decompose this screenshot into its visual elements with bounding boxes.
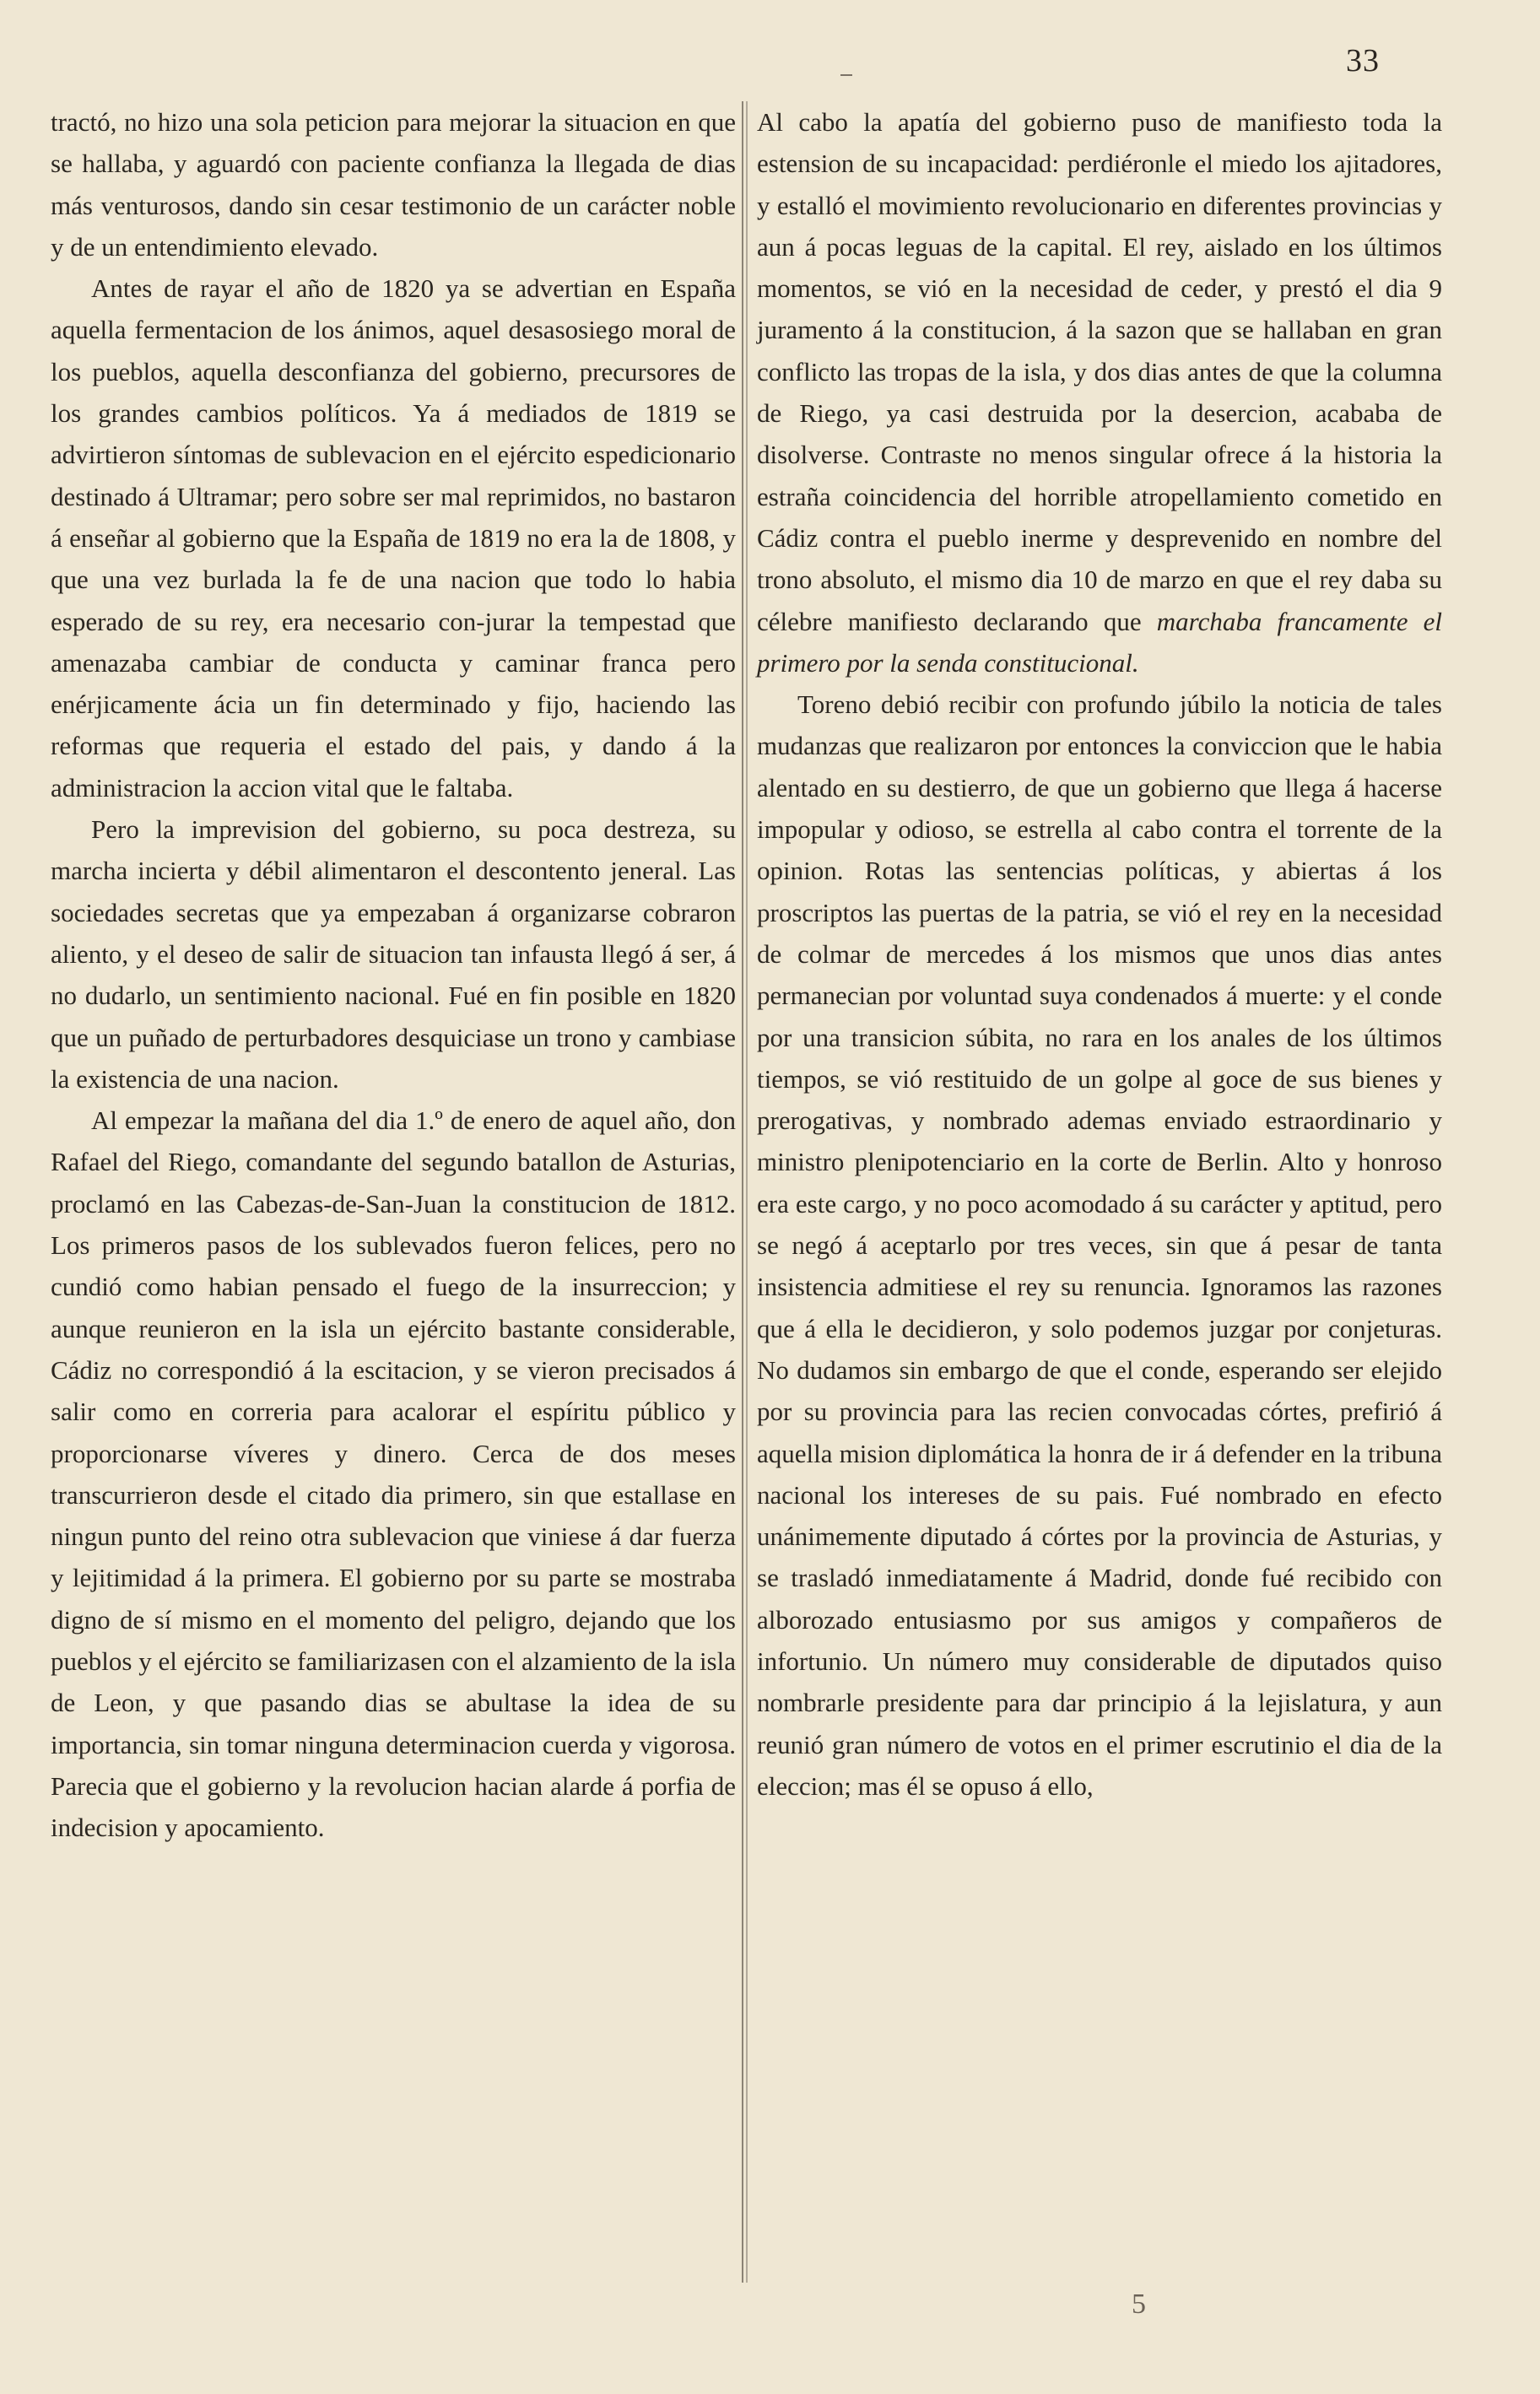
page-number: 33: [1346, 43, 1380, 78]
left-paragraph-1: tractó, no hizo una sola peticion para mejorar la situacion en que se hallaba, y aguardó con paciente confianza la llegada de dias más venturosos, dando sin cesar testimonio de un carácter noble y de un entendimiento elevado.: [51, 107, 736, 262]
right-paragraph-1-italic: marchaba francamente el primero por la senda constitucional.: [757, 606, 1443, 678]
right-column: [757, 101, 1442, 1807]
right-paragraph-1: [757, 101, 1442, 684]
right-paragraph-1-text: Al cabo la apatía del gobierno puso de manifiesto toda la estension de su incapacidad: perdiéronle el miedo los ajitadores, y estalló el movimiento revolucionario en diferentes provincias y aun á pocas leguas de la capital. El rey, aislado en los últimos momentos, se vió en la necesidad de ceder, y prestó el dia 9 juramento á la constitucion, á la sazon que se hallaban en gran conflicto las tropas de la isla, y dos dias antes de que la columna de Riego, ya casi destruida por la desercion, acababa de disolverse. Contraste no menos singular ofrece á la historia la estraña coincidencia del horrible atropellamiento cometido en Cádiz contra el pueblo inerme y desprevenido en nombre del trono absoluto, el mismo dia 10 de marzo en que el rey daba su célebre manifiesto declarando que: [757, 107, 1442, 636]
left-paragraph-2: Antes de rayar el año de 1820 ya se advertian en España aquella fermentacion de los ánimos, aquel desasosiego moral de los pueblos, aquella desconfianza del gobierno, precursores de los grandes cambios políticos. Ya á mediados de 1819 se advirtieron síntomas de sublevacion en el ejército espedicionario destinado á Ultramar; pero sobre ser mal reprimidos, no bastaron á enseñar al gobierno que la España de 1819 no era la de 1808, y que una vez burlada la fe de una nacion que todo lo habia esperado de su rey, era necesario con-jurar la tempestad que amenazaba cambiar de conducta y caminar franca pero enérjicamente ácia un fin determinado y fijo, haciendo las reformas que requeria el estado del pais, y dando á la administracion la accion vital que le faltaba.: [51, 273, 736, 803]
column-rule-secondary: [746, 101, 748, 2283]
right-paragraph-2: Toreno debió recibir con profundo júbilo la noticia de tales mudanzas que realizaron por entonces la conviccion que le habia alentado en su destierro, de que un gobierno que llega á hacerse impopular y odioso, se estrella al cabo contra el torrente de la opinion. Rotas las sentencias políticas, y abiertas á los proscriptos las puertas de la patria, se vió el rey en la necesidad de colmar de mercedes á los mismos que unos dias antes permanecian por voluntad suya condenados á muerte: y el conde por una transicion súbita, no rara en los anales de los últimos tiempos, se vió restituido de un golpe al goce de sus bienes y prerogativas, y nombrado ademas enviado estraordinario y ministro plenipotenciario en la corte de Berlin. Alto y honroso era este cargo, y no poco acomodado á su carácter y aptitud, pero se negó á aceptarlo por tres veces, sin que á pesar de tanta insistencia admitiese el rey su renuncia. Ignoramos las razones que á ella le decidieron, y solo podemos juzgar por conjeturas. No dudamos sin embargo de que el conde, esperando ser elejido por su provincia para las recien convocadas córtes, prefirió á aquella mision diplomática la honra de ir á defender en la tribuna nacional los intereses de su pais. Fué nombrado en efecto unánimemente diputado á córtes por la provincia de Asturias, y se trasladó inmediatamente á Madrid, donde fué recibido con alborozado entusiasmo por sus amigos y compañeros de infortunio. Un número muy considerable de diputados quiso nombrarle presidente para dar principio á la lejislatura, y aun reunió gran número de votos en el primer escrutinio el dia de la eleccion; mas él se opuso á ello,: [757, 689, 1442, 1801]
left-paragraph-3: Pero la imprevision del gobierno, su poca destreza, su marcha incierta y débil alimentaron el descontento jeneral. Las sociedades secretas que ya empezaban á organizarse cobraron aliento, y el deseo de salir de situacion tan infausta llegó á ser, á no dudarlo, un sentimiento nacional. Fué en fin posible en 1820 que un puñado de perturbadores desquiciase un trono y cambiase la existencia de una nacion.: [51, 814, 736, 1094]
page-mark: [840, 74, 852, 76]
left-column: [51, 101, 736, 1848]
left-paragraph-4: Al empezar la mañana del dia 1.º de enero de aquel año, don Rafael del Riego, comandante del segundo batallon de Asturias, proclamó en las Cabezas-de-San-Juan la constitucion de 1812. Los primeros pasos de los sublevados fueron felices, pero no cundió como habian pensado el fuego de la insurreccion; y aunque reunieron en la isla un ejército bastante considerable, Cádiz no correspondió á la escitacion, y se vieron precisados á salir como en correria para acalorar el espíritu público y proporcionarse víveres y dinero. Cerca de dos meses transcurrieron desde el citado dia primero, sin que estallase en ningun punto del reino otra sublevacion que viniese á dar fuerza y lejitimidad á la primera. El gobierno por su parte se mostraba digno de sí mismo en el momento del peligro, dejando que los pueblos y el ejército se familiarizasen con el alzamiento de la isla de Leon, y que pasando dias se abultase la idea de su importancia, sin tomar ninguna determinacion cuerda y vigorosa. Parecia que el gobierno y la revolucion hacian alarde á porfia de indecision y apocamiento.: [51, 1105, 736, 1843]
column-rule: [742, 101, 743, 2283]
signature-mark: 5: [1132, 2289, 1146, 2320]
